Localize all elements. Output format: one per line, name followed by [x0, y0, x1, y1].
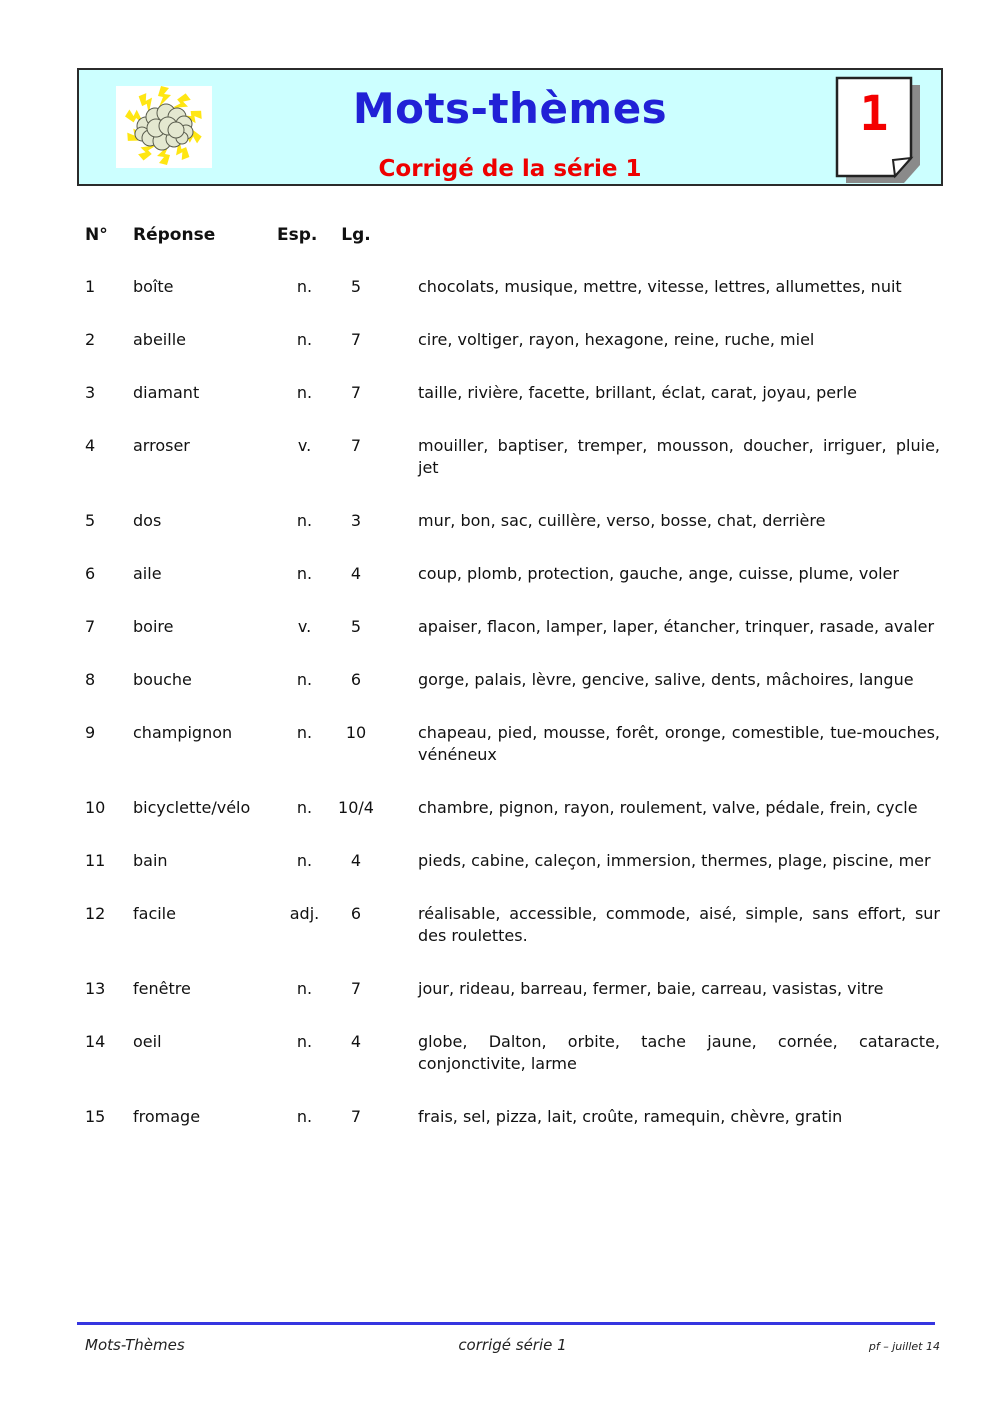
theme-words: globe, Dalton, orbite, tache jaune, cornée, cataracte, conjonctivite, larme — [418, 1032, 940, 1073]
page-title: Mots-thèmes — [352, 84, 668, 133]
table-body — [85, 276, 940, 1128]
footer-document-title: Mots-Thèmes — [85, 1336, 185, 1354]
answer-word: champignon — [133, 723, 233, 742]
table-row — [85, 435, 940, 479]
theme-words: coup, plomb, protection, gauche, ange, cuisse, plume, voler — [418, 564, 899, 583]
word-length: 3 — [350, 511, 362, 530]
footer-author-date: pf – juillet 14 — [868, 1340, 940, 1353]
answer-word: arroser — [133, 436, 190, 455]
part-of-speech: n. — [296, 851, 313, 870]
part-of-speech: adj. — [289, 904, 320, 923]
row-number: 14 — [85, 1032, 106, 1051]
header-banner — [77, 68, 943, 186]
part-of-speech: n. — [296, 277, 313, 296]
theme-words: mouiller, baptiser, tremper, mousson, doucher, irriguer, pluie, jet — [418, 436, 940, 477]
word-length: 4 — [350, 1032, 362, 1051]
word-length: 5 — [350, 617, 362, 636]
part-of-speech: n. — [296, 1107, 313, 1126]
row-number: 2 — [85, 330, 96, 349]
series-number-badge — [835, 76, 925, 188]
footer-series-label: corrigé série 1 — [458, 1336, 567, 1354]
table-row — [85, 276, 940, 298]
row-number: 11 — [85, 851, 106, 870]
theme-words: chocolats, musique, mettre, vitesse, lettres, allumettes, nuit — [418, 277, 902, 296]
table-row — [85, 616, 940, 638]
table-row — [85, 563, 940, 585]
word-length: 7 — [350, 1107, 362, 1126]
row-number: 12 — [85, 904, 106, 923]
word-length: 7 — [350, 383, 362, 402]
answer-word: abeille — [133, 330, 186, 349]
table-row — [85, 510, 940, 532]
footer-rule — [77, 1322, 935, 1325]
row-number: 6 — [85, 564, 96, 583]
answer-word: boîte — [133, 277, 174, 296]
word-length: 6 — [350, 670, 362, 689]
answer-word: oeil — [133, 1032, 162, 1051]
table-row — [85, 1031, 940, 1075]
page-subtitle: Corrigé de la série 1 — [378, 156, 642, 182]
theme-words: mur, bon, sac, cuillère, verso, bosse, chat, derrière — [418, 511, 826, 530]
part-of-speech: n. — [296, 723, 313, 742]
row-number: 4 — [85, 436, 96, 455]
theme-words: taille, rivière, facette, brillant, éclat, carat, joyau, perle — [418, 383, 858, 402]
col-header-esp: Esp. — [277, 225, 318, 245]
answer-word: facile — [133, 904, 176, 923]
word-length: 10 — [345, 723, 367, 742]
col-header-lg: Lg. — [341, 225, 371, 245]
answer-word: diamant — [133, 383, 200, 402]
part-of-speech: n. — [296, 798, 313, 817]
page-corner-icon — [835, 76, 925, 184]
part-of-speech: n. — [296, 1032, 313, 1051]
row-number: 1 — [85, 277, 96, 296]
answer-word: bain — [133, 851, 168, 870]
table-row — [85, 382, 940, 404]
part-of-speech: v. — [297, 436, 312, 455]
part-of-speech: n. — [296, 383, 313, 402]
word-length: 7 — [350, 979, 362, 998]
answers-table — [85, 224, 940, 1159]
row-number: 9 — [85, 723, 96, 742]
part-of-speech: n. — [296, 511, 313, 530]
answer-word: bicyclette/vélo — [133, 798, 251, 817]
part-of-speech: n. — [296, 979, 313, 998]
part-of-speech: n. — [296, 330, 313, 349]
theme-words: jour, rideau, barreau, fermer, baie, carreau, vasistas, vitre — [418, 979, 884, 998]
table-row — [85, 722, 940, 766]
answer-word: aile — [133, 564, 162, 583]
table-row — [85, 903, 940, 947]
word-length: 4 — [350, 564, 362, 583]
part-of-speech: v. — [297, 617, 312, 636]
series-number: 1 — [859, 86, 889, 142]
word-length: 10/4 — [338, 798, 374, 817]
theme-words: cire, voltiger, rayon, hexagone, reine, ruche, miel — [418, 330, 815, 349]
table-row — [85, 1106, 940, 1128]
table-row — [85, 978, 940, 1000]
word-length: 7 — [350, 330, 362, 349]
theme-words: pieds, cabine, caleçon, immersion, thermes, plage, piscine, mer — [418, 851, 931, 870]
theme-words: chambre, pignon, rayon, roulement, valve, pédale, frein, cycle — [418, 798, 918, 817]
row-number: 15 — [85, 1107, 106, 1126]
answer-word: bouche — [133, 670, 192, 689]
part-of-speech: n. — [296, 564, 313, 583]
row-number: 13 — [85, 979, 106, 998]
table-row — [85, 669, 940, 691]
answer-word: fenêtre — [133, 979, 191, 998]
answer-word: boire — [133, 617, 174, 636]
answer-word: dos — [133, 511, 162, 530]
row-number: 7 — [85, 617, 96, 636]
col-header-number: N° — [85, 225, 108, 245]
row-number: 10 — [85, 798, 106, 817]
table-row — [85, 329, 940, 351]
row-number: 5 — [85, 511, 96, 530]
theme-words: frais, sel, pizza, lait, croûte, ramequin, chèvre, gratin — [418, 1107, 843, 1126]
word-length: 7 — [350, 436, 362, 455]
theme-words: gorge, palais, lèvre, gencive, salive, dents, mâchoires, langue — [418, 670, 914, 689]
theme-words: apaiser, flacon, lamper, laper, étancher, trinquer, rasade, avaler — [418, 617, 935, 636]
col-header-spacer — [380, 224, 940, 246]
table-row — [85, 850, 940, 872]
table-header — [85, 224, 940, 246]
word-length: 6 — [350, 904, 362, 923]
col-header-reponse: Réponse — [133, 225, 216, 245]
theme-words: chapeau, pied, mousse, forêt, oronge, comestible, tue-mouches, vénéneux — [418, 723, 940, 764]
word-length: 4 — [350, 851, 362, 870]
footer — [85, 1336, 940, 1354]
row-number: 3 — [85, 383, 96, 402]
theme-words: réalisable, accessible, commode, aisé, simple, sans effort, sur des roulettes. — [418, 904, 940, 945]
word-length: 5 — [350, 277, 362, 296]
row-number: 8 — [85, 670, 96, 689]
table-row — [85, 797, 940, 819]
answer-word: fromage — [133, 1107, 201, 1126]
part-of-speech: n. — [296, 670, 313, 689]
